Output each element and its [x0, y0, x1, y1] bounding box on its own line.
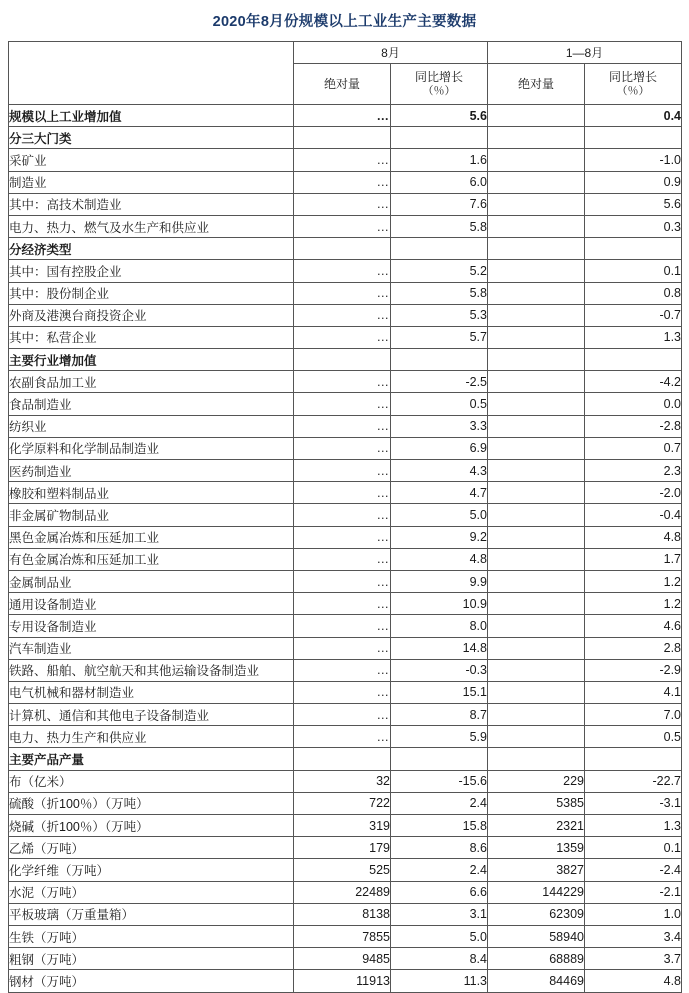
- cell-cumulative-absolute: [488, 526, 585, 548]
- row-label: 钢材（万吨）: [9, 970, 294, 992]
- cell-month-absolute: …: [294, 282, 391, 304]
- cell-cumulative-yoy: -2.1: [585, 881, 682, 903]
- header-month-yoy-label: 同比增长: [414, 69, 463, 84]
- cell-cumulative-absolute: 2321: [488, 815, 585, 837]
- cell-cumulative-absolute: [488, 504, 585, 526]
- cell-month-absolute: [294, 238, 391, 260]
- cell-cumulative-yoy: -2.0: [585, 482, 682, 504]
- cell-cumulative-absolute: [488, 326, 585, 348]
- cell-month-yoy: 5.8: [391, 282, 488, 304]
- cell-month-absolute: …: [294, 193, 391, 215]
- table-row: [9, 859, 682, 881]
- cell-cumulative-yoy: 7.0: [585, 704, 682, 726]
- cell-month-yoy: 9.9: [391, 570, 488, 592]
- cell-cumulative-absolute: 58940: [488, 925, 585, 947]
- row-label: 乙烯（万吨）: [9, 837, 294, 859]
- cell-cumulative-absolute: 68889: [488, 948, 585, 970]
- row-label: 专用设备制造业: [9, 615, 294, 637]
- cell-month-yoy: 4.3: [391, 460, 488, 482]
- cell-month-yoy: 3.3: [391, 415, 488, 437]
- cell-cumulative-absolute: [488, 260, 585, 282]
- cell-month-absolute: 32: [294, 770, 391, 792]
- cell-month-absolute: …: [294, 393, 391, 415]
- table-body: [9, 105, 682, 993]
- cell-month-yoy: [391, 748, 488, 770]
- cell-cumulative-yoy: 0.1: [585, 260, 682, 282]
- cell-cumulative-yoy: 3.7: [585, 948, 682, 970]
- cell-month-yoy: 3.1: [391, 903, 488, 925]
- cell-cumulative-absolute: [488, 304, 585, 326]
- table-row: [9, 903, 682, 925]
- table-row: [9, 792, 682, 814]
- cell-month-absolute: …: [294, 415, 391, 437]
- cell-cumulative-absolute: [488, 437, 585, 459]
- cell-month-absolute: …: [294, 149, 391, 171]
- cell-cumulative-yoy: -4.2: [585, 371, 682, 393]
- cell-cumulative-absolute: [488, 593, 585, 615]
- cell-month-absolute: …: [294, 304, 391, 326]
- cell-month-absolute: …: [294, 504, 391, 526]
- cell-month-absolute: …: [294, 704, 391, 726]
- cell-cumulative-yoy: -0.7: [585, 304, 682, 326]
- row-label: 采矿业: [9, 149, 294, 171]
- cell-month-absolute: …: [294, 681, 391, 703]
- row-label: 铁路、船舶、航空航天和其他运输设备制造业: [9, 659, 294, 681]
- cell-cumulative-absolute: [488, 681, 585, 703]
- cell-cumulative-yoy: 1.3: [585, 326, 682, 348]
- row-label: 规模以上工业增加值: [9, 105, 294, 127]
- table-row: [9, 681, 682, 703]
- cell-month-yoy: [391, 349, 488, 371]
- table-header: [9, 42, 682, 105]
- cell-month-yoy: 5.0: [391, 925, 488, 947]
- cell-month-yoy: 5.0: [391, 504, 488, 526]
- cell-cumulative-yoy: 2.8: [585, 637, 682, 659]
- cell-month-yoy: 1.6: [391, 149, 488, 171]
- cell-month-absolute: 9485: [294, 948, 391, 970]
- row-label: 其中：国有控股企业: [9, 260, 294, 282]
- header-group-cumulative: 1—8月: [488, 42, 682, 64]
- cell-cumulative-yoy: 0.3: [585, 215, 682, 237]
- cell-month-yoy: 6.0: [391, 171, 488, 193]
- table-row: [9, 193, 682, 215]
- cell-month-absolute: 7855: [294, 925, 391, 947]
- row-label: 食品制造业: [9, 393, 294, 415]
- cell-cumulative-absolute: 62309: [488, 903, 585, 925]
- cell-month-absolute: …: [294, 437, 391, 459]
- cell-cumulative-yoy: 1.0: [585, 903, 682, 925]
- cell-cumulative-yoy: 2.3: [585, 460, 682, 482]
- cell-cumulative-yoy: 1.7: [585, 548, 682, 570]
- industrial-production-table: [8, 41, 682, 993]
- table-row: [9, 726, 682, 748]
- cell-month-yoy: 6.9: [391, 437, 488, 459]
- table-row: [9, 948, 682, 970]
- row-label: 医药制造业: [9, 460, 294, 482]
- table-row: [9, 593, 682, 615]
- cell-cumulative-yoy: [585, 748, 682, 770]
- table-row: [9, 127, 682, 149]
- cell-cumulative-yoy: [585, 127, 682, 149]
- cell-month-yoy: 14.8: [391, 637, 488, 659]
- table-row: [9, 105, 682, 127]
- cell-month-absolute: …: [294, 215, 391, 237]
- cell-cumulative-absolute: [488, 171, 585, 193]
- cell-cumulative-absolute: 3827: [488, 859, 585, 881]
- cell-month-yoy: 5.8: [391, 215, 488, 237]
- cell-cumulative-absolute: [488, 371, 585, 393]
- row-label: 分经济类型: [9, 238, 294, 260]
- cell-month-absolute: 525: [294, 859, 391, 881]
- row-label: 布（亿米）: [9, 770, 294, 792]
- table-row: [9, 704, 682, 726]
- cell-month-absolute: …: [294, 659, 391, 681]
- cell-month-absolute: …: [294, 171, 391, 193]
- table-row: [9, 748, 682, 770]
- cell-month-yoy: 5.2: [391, 260, 488, 282]
- cell-cumulative-yoy: -22.7: [585, 770, 682, 792]
- cell-month-yoy: [391, 238, 488, 260]
- cell-cumulative-absolute: [488, 349, 585, 371]
- cell-month-yoy: 5.3: [391, 304, 488, 326]
- table-row: [9, 326, 682, 348]
- table-row: [9, 215, 682, 237]
- cell-month-absolute: …: [294, 615, 391, 637]
- cell-month-yoy: -0.3: [391, 659, 488, 681]
- cell-month-yoy: -15.6: [391, 770, 488, 792]
- header-group-month: 8月: [294, 42, 488, 64]
- row-label: 电力、热力生产和供应业: [9, 726, 294, 748]
- cell-cumulative-yoy: 0.5: [585, 726, 682, 748]
- table-row: [9, 837, 682, 859]
- cell-month-absolute: 179: [294, 837, 391, 859]
- cell-cumulative-yoy: -3.1: [585, 792, 682, 814]
- cell-cumulative-yoy: 0.4: [585, 105, 682, 127]
- cell-cumulative-yoy: 0.0: [585, 393, 682, 415]
- table-row: [9, 349, 682, 371]
- cell-cumulative-absolute: [488, 659, 585, 681]
- cell-month-yoy: 8.4: [391, 948, 488, 970]
- cell-month-absolute: …: [294, 371, 391, 393]
- table-row: [9, 504, 682, 526]
- header-month-yoy: [391, 64, 488, 105]
- cell-month-yoy: 8.6: [391, 837, 488, 859]
- cell-month-yoy: 6.6: [391, 881, 488, 903]
- row-label: 有色金属冶炼和压延加工业: [9, 548, 294, 570]
- cell-month-absolute: …: [294, 105, 391, 127]
- row-label: 农副食品加工业: [9, 371, 294, 393]
- row-label: 黑色金属冶炼和压延加工业: [9, 526, 294, 548]
- row-label: 分三大门类: [9, 127, 294, 149]
- cell-month-yoy: 8.7: [391, 704, 488, 726]
- row-label: 主要行业增加值: [9, 349, 294, 371]
- table-row: [9, 393, 682, 415]
- cell-cumulative-yoy: 4.8: [585, 526, 682, 548]
- row-label: 主要产品产量: [9, 748, 294, 770]
- cell-month-absolute: 8138: [294, 903, 391, 925]
- table-row: [9, 282, 682, 304]
- cell-cumulative-yoy: 4.1: [585, 681, 682, 703]
- row-label: 粗钢（万吨）: [9, 948, 294, 970]
- row-label: 其中：私营企业: [9, 326, 294, 348]
- cell-cumulative-yoy: -2.4: [585, 859, 682, 881]
- header-month-yoy-unit: （％）: [422, 84, 456, 97]
- cell-month-absolute: 722: [294, 792, 391, 814]
- row-label: 水泥（万吨）: [9, 881, 294, 903]
- cell-month-yoy: 15.1: [391, 681, 488, 703]
- row-label: 纺织业: [9, 415, 294, 437]
- row-label: 生铁（万吨）: [9, 925, 294, 947]
- cell-month-absolute: …: [294, 548, 391, 570]
- cell-cumulative-yoy: [585, 349, 682, 371]
- cell-month-yoy: 5.9: [391, 726, 488, 748]
- cell-month-yoy: 9.2: [391, 526, 488, 548]
- table-row: [9, 437, 682, 459]
- table-row: [9, 460, 682, 482]
- table-row: [9, 815, 682, 837]
- cell-month-absolute: …: [294, 260, 391, 282]
- cell-cumulative-absolute: [488, 282, 585, 304]
- cell-month-yoy: 4.8: [391, 548, 488, 570]
- cell-month-yoy: 11.3: [391, 970, 488, 992]
- cell-month-absolute: 22489: [294, 881, 391, 903]
- header-cumulative-yoy-unit: （％）: [616, 84, 650, 97]
- cell-cumulative-yoy: [585, 238, 682, 260]
- header-corner-blank: [9, 42, 294, 105]
- cell-cumulative-absolute: [488, 238, 585, 260]
- cell-cumulative-absolute: [488, 149, 585, 171]
- table-row: [9, 238, 682, 260]
- cell-month-absolute: …: [294, 593, 391, 615]
- table-row: [9, 304, 682, 326]
- cell-cumulative-yoy: 3.4: [585, 925, 682, 947]
- row-label: 计算机、通信和其他电子设备制造业: [9, 704, 294, 726]
- cell-month-yoy: 4.7: [391, 482, 488, 504]
- row-label: 烧碱（折100％）（万吨）: [9, 815, 294, 837]
- cell-month-absolute: …: [294, 726, 391, 748]
- cell-month-absolute: …: [294, 526, 391, 548]
- cell-month-absolute: [294, 748, 391, 770]
- cell-cumulative-yoy: -2.9: [585, 659, 682, 681]
- row-label: 化学纤维（万吨）: [9, 859, 294, 881]
- cell-month-yoy: 7.6: [391, 193, 488, 215]
- cell-month-yoy: 8.0: [391, 615, 488, 637]
- header-cumulative-yoy-label: 同比增长: [609, 69, 658, 84]
- cell-cumulative-absolute: 84469: [488, 970, 585, 992]
- cell-cumulative-absolute: [488, 704, 585, 726]
- cell-cumulative-yoy: 1.2: [585, 570, 682, 592]
- cell-cumulative-yoy: 0.1: [585, 837, 682, 859]
- cell-month-yoy: -2.5: [391, 371, 488, 393]
- table-row: [9, 659, 682, 681]
- cell-cumulative-absolute: [488, 726, 585, 748]
- cell-cumulative-absolute: 144229: [488, 881, 585, 903]
- cell-cumulative-yoy: -1.0: [585, 149, 682, 171]
- row-label: 化学原料和化学制品制造业: [9, 437, 294, 459]
- cell-cumulative-absolute: [488, 637, 585, 659]
- table-row: [9, 548, 682, 570]
- cell-cumulative-absolute: [488, 570, 585, 592]
- cell-cumulative-yoy: -0.4: [585, 504, 682, 526]
- cell-month-absolute: [294, 349, 391, 371]
- row-label: 制造业: [9, 171, 294, 193]
- row-label: 通用设备制造业: [9, 593, 294, 615]
- cell-cumulative-absolute: [488, 482, 585, 504]
- cell-cumulative-yoy: 0.7: [585, 437, 682, 459]
- cell-cumulative-yoy: 1.3: [585, 815, 682, 837]
- cell-month-absolute: …: [294, 637, 391, 659]
- cell-month-yoy: 10.9: [391, 593, 488, 615]
- cell-month-yoy: 5.6: [391, 105, 488, 127]
- table-row: [9, 260, 682, 282]
- table-row: [9, 171, 682, 193]
- header-month-absolute: 绝对量: [294, 64, 391, 105]
- cell-cumulative-absolute: [488, 748, 585, 770]
- table-row: [9, 637, 682, 659]
- row-label: 硫酸（折100％）（万吨）: [9, 792, 294, 814]
- cell-cumulative-absolute: [488, 105, 585, 127]
- row-label: 电力、热力、燃气及水生产和供应业: [9, 215, 294, 237]
- cell-month-yoy: 0.5: [391, 393, 488, 415]
- cell-cumulative-yoy: 0.9: [585, 171, 682, 193]
- table-row: [9, 149, 682, 171]
- table-row: [9, 570, 682, 592]
- cell-cumulative-absolute: [488, 193, 585, 215]
- table-row: [9, 925, 682, 947]
- header-cumulative-yoy: [585, 64, 682, 105]
- cell-month-absolute: …: [294, 326, 391, 348]
- cell-month-yoy: 15.8: [391, 815, 488, 837]
- row-label: 其中：股份制企业: [9, 282, 294, 304]
- cell-month-absolute: …: [294, 570, 391, 592]
- cell-cumulative-yoy: 5.6: [585, 193, 682, 215]
- table-row: [9, 881, 682, 903]
- cell-month-yoy: [391, 127, 488, 149]
- table-row: [9, 770, 682, 792]
- cell-month-absolute: 319: [294, 815, 391, 837]
- cell-month-absolute: 11913: [294, 970, 391, 992]
- page-title: 2020年8月份规模以上工业生产主要数据: [212, 14, 477, 30]
- row-label: 橡胶和塑料制品业: [9, 482, 294, 504]
- row-label: 汽车制造业: [9, 637, 294, 659]
- cell-cumulative-absolute: [488, 127, 585, 149]
- cell-cumulative-yoy: 4.6: [585, 615, 682, 637]
- table-row: [9, 371, 682, 393]
- table-row: [9, 615, 682, 637]
- cell-cumulative-absolute: 229: [488, 770, 585, 792]
- cell-cumulative-yoy: 1.2: [585, 593, 682, 615]
- cell-month-yoy: 2.4: [391, 859, 488, 881]
- row-label: 其中：高技术制造业: [9, 193, 294, 215]
- cell-cumulative-absolute: 5385: [488, 792, 585, 814]
- cell-cumulative-yoy: 4.8: [585, 970, 682, 992]
- cell-cumulative-absolute: [488, 548, 585, 570]
- cell-cumulative-absolute: [488, 393, 585, 415]
- table-row: [9, 482, 682, 504]
- row-label: 外商及港澳台商投资企业: [9, 304, 294, 326]
- cell-cumulative-absolute: [488, 460, 585, 482]
- header-cumulative-absolute: 绝对量: [488, 64, 585, 105]
- cell-cumulative-absolute: [488, 415, 585, 437]
- table-row: [9, 970, 682, 992]
- table-row: [9, 526, 682, 548]
- row-label: 金属制品业: [9, 570, 294, 592]
- table-row: [9, 415, 682, 437]
- row-label: 非金属矿物制品业: [9, 504, 294, 526]
- cell-month-absolute: [294, 127, 391, 149]
- row-label: 平板玻璃（万重量箱）: [9, 903, 294, 925]
- cell-month-yoy: 2.4: [391, 792, 488, 814]
- cell-cumulative-absolute: [488, 615, 585, 637]
- cell-month-yoy: 5.7: [391, 326, 488, 348]
- cell-cumulative-yoy: 0.8: [585, 282, 682, 304]
- cell-cumulative-yoy: -2.8: [585, 415, 682, 437]
- cell-month-absolute: …: [294, 482, 391, 504]
- cell-cumulative-absolute: 1359: [488, 837, 585, 859]
- row-label: 电气机械和器材制造业: [9, 681, 294, 703]
- cell-cumulative-absolute: [488, 215, 585, 237]
- cell-month-absolute: …: [294, 460, 391, 482]
